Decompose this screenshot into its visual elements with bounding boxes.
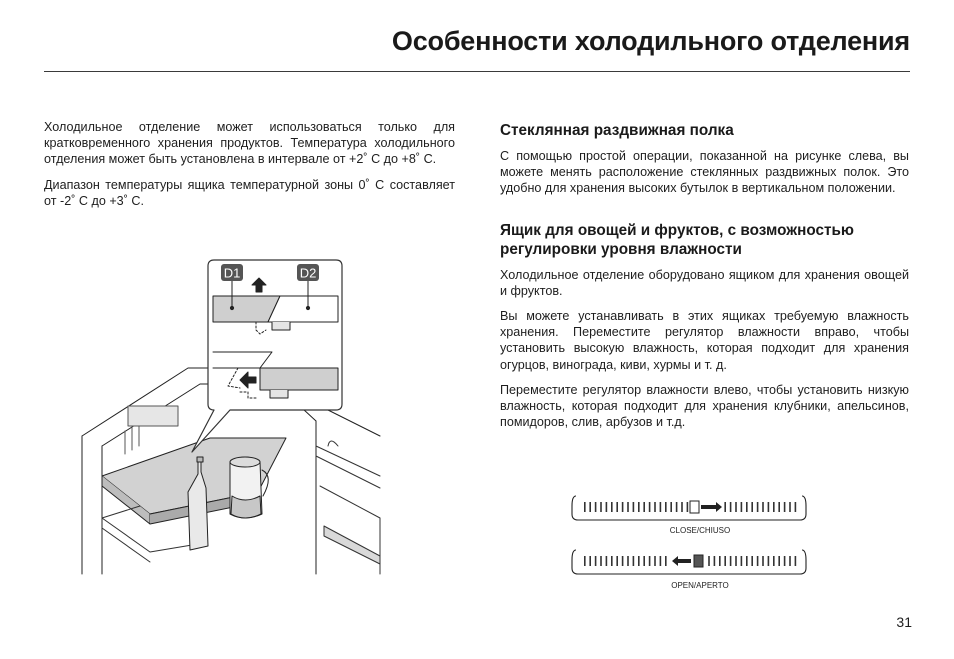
close-label: CLOSE/CHIUSO	[669, 526, 731, 535]
slider-tick	[784, 556, 786, 566]
slider-tick	[660, 502, 662, 512]
slider-tick	[595, 502, 597, 512]
slider-tick	[638, 502, 640, 512]
title-divider	[44, 71, 910, 72]
slider-tick	[595, 556, 597, 566]
slider-tick	[584, 556, 586, 566]
slider-tick	[665, 502, 667, 512]
slider-tick	[616, 502, 618, 512]
slider-tick	[670, 502, 672, 512]
slider-tick	[762, 556, 764, 566]
glass-shelf-heading: Стеклянная раздвижная полка	[500, 122, 734, 139]
slider-tick	[724, 502, 726, 512]
slider-tick	[746, 502, 748, 512]
slider-knob-close	[690, 501, 699, 513]
slider-tick	[789, 556, 791, 566]
slider-tick	[746, 556, 748, 566]
right-column	[500, 121, 909, 439]
slider-tick	[611, 556, 613, 566]
slider-tick	[708, 556, 710, 566]
slider-tick	[741, 556, 743, 566]
slider-tick	[730, 556, 732, 566]
slider-tick	[762, 502, 764, 512]
crisper-paragraph-2: Вы можете устанавливать в этих ящиках требуемую влажность хранения. Переместите регулятор влажности вправо, чтобы установить высокую влажность, которая подходит для хранения огурцов, винограда, киви, хурмы и т. д.	[500, 309, 909, 372]
slider-tick	[751, 556, 753, 566]
slider-tick	[611, 502, 613, 512]
slider-tick	[616, 556, 618, 566]
slider-tick	[654, 556, 656, 566]
slider-tick	[606, 502, 608, 512]
slider-tick	[795, 556, 797, 566]
slider-tick	[768, 502, 770, 512]
label-d1: D1	[223, 265, 241, 281]
temperature-zone-paragraph: Диапазон температуры ящика температурной зоны 0˚ С составляет от -2˚ С до +3˚ С.	[44, 177, 455, 208]
glass-shelf-paragraph: С помощью простой операции, показанной на рисунке слева, вы можете менять расположение стеклянных раздвижных полок. Это удобно для хранения высоких бутылок в вертикальном положении.	[500, 149, 909, 196]
arrow-right-icon	[701, 502, 722, 512]
slider-tick	[633, 502, 635, 512]
open-label: OPEN/APERTO	[671, 581, 729, 590]
slider-tick	[627, 502, 629, 512]
page-number: 31	[896, 614, 912, 630]
slider-tick	[633, 556, 635, 566]
slider-tick	[741, 502, 743, 512]
slider-tick	[643, 556, 645, 566]
slider-tick	[643, 502, 645, 512]
slider-tick	[676, 502, 678, 512]
arrow-left-icon	[672, 556, 691, 566]
slider-tick	[768, 556, 770, 566]
slider-tick	[681, 502, 683, 512]
slider-knob-open	[694, 555, 703, 567]
slider-tick	[773, 556, 775, 566]
humidity-slider-illustration	[570, 492, 808, 592]
slider-tick	[606, 556, 608, 566]
slider-tick	[660, 556, 662, 566]
slider-tick	[795, 502, 797, 512]
slider-tick	[600, 502, 602, 512]
slider-tick	[649, 556, 651, 566]
intro-paragraph: Холодильное отделение может использоваться только для кратковременного хранения продуктов. Температура холодильного отделения может быть установлена в интервале от +2˚ С до +8˚ С.	[44, 120, 455, 167]
slider-tick	[589, 502, 591, 512]
slider-tick	[638, 556, 640, 566]
slider-tick	[600, 556, 602, 566]
slider-tick	[735, 502, 737, 512]
crisper-paragraph-1: Холодильное отделение оборудовано ящиком для хранения овощей и фруктов.	[500, 267, 909, 298]
slider-tick	[687, 502, 689, 512]
slider-tick	[757, 556, 759, 566]
crisper-paragraph-3: Переместите регулятор влажности влево, чтобы установить низкую влажность, которая подходит для хранения клубники, апельсинов, помидоров, слив, арбузов и т.д.	[500, 382, 909, 430]
slider-tick	[773, 502, 775, 512]
slider-tick	[735, 556, 737, 566]
slider-tick	[589, 556, 591, 566]
slider-tick	[730, 502, 732, 512]
slider-tick	[757, 502, 759, 512]
slider-tick	[719, 556, 721, 566]
slider-tick	[627, 556, 629, 566]
slider-tick	[622, 502, 624, 512]
slider-tick	[778, 502, 780, 512]
slider-tick	[751, 502, 753, 512]
crisper-heading: Ящик для овощей и фруктов, с возможностью регулировки уровня влажности	[500, 221, 854, 258]
slider-tick	[654, 502, 656, 512]
page-title: Особенности холодильного отделения	[391, 26, 910, 56]
slider-tick	[714, 556, 716, 566]
slider-tick	[778, 556, 780, 566]
label-d2: D2	[299, 265, 317, 281]
slider-tick	[784, 502, 786, 512]
slider-tick	[622, 556, 624, 566]
slider-tick	[724, 556, 726, 566]
slider-tick	[649, 502, 651, 512]
slider-tick	[789, 502, 791, 512]
slider-tick	[665, 556, 667, 566]
left-column	[44, 119, 455, 218]
fridge-shelf-illustration	[80, 256, 383, 576]
slider-tick	[584, 502, 586, 512]
